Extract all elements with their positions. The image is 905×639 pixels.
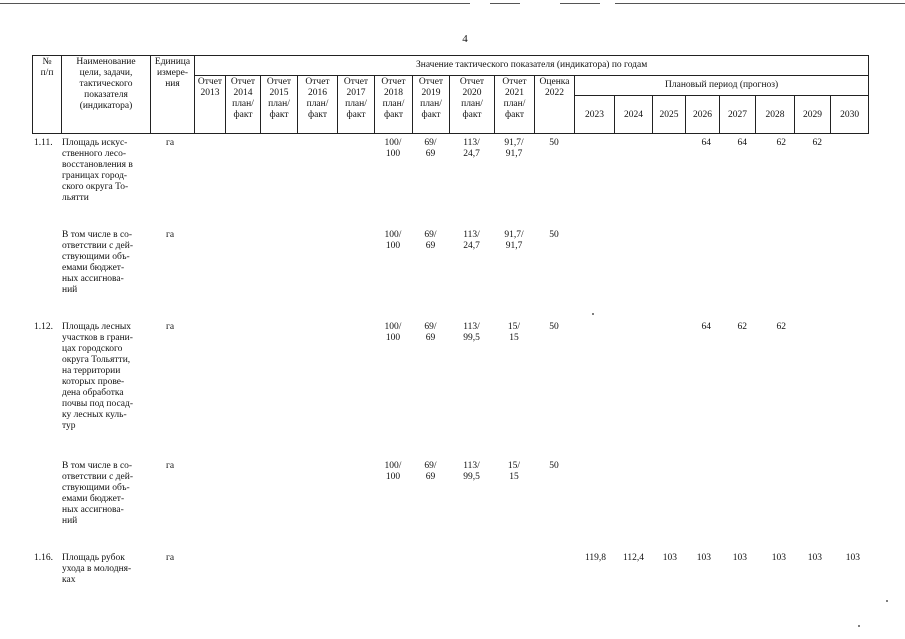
indicator-table-header — [32, 55, 869, 134]
report-value — [337, 138, 374, 230]
indicator-name: В том числе в со- ответствии с дей- ствующими объ- емами бюджет- ных ассигнова- ний — [62, 461, 133, 526]
report-value — [297, 322, 337, 461]
header-plan-year: 2024 — [615, 96, 653, 134]
indicator-name: Площадь рубок ухода в молодня- ках — [62, 553, 132, 585]
scan-top-edge — [0, 0, 905, 7]
header-name: Наименование цели, задачи, тактического показателя (индикатора) — [62, 56, 151, 134]
report-value: 100/ 100 — [384, 322, 402, 343]
header-values-by-year: Значение тактического показателя (индикатора) по годам — [195, 56, 869, 76]
table-row — [32, 230, 868, 322]
table-row — [32, 322, 868, 461]
header-report-2020: Отчет 2020 план/ факт — [450, 76, 495, 134]
header-unit: Единица измере- ния — [151, 56, 195, 134]
report-value — [194, 461, 225, 553]
report-value: 100/ 100 — [384, 230, 402, 251]
row-number: 1.11. — [34, 138, 53, 148]
plan-value: 64 — [737, 138, 747, 148]
header-plan-year: 2023 — [575, 96, 615, 134]
indicator-name: Площадь искус- ственного лесо- восстановления в границах город- ского округа То- льятти — [62, 138, 133, 203]
plan-value: 62 — [737, 322, 747, 332]
report-value: 50 — [549, 461, 559, 471]
plan-value — [652, 230, 685, 322]
report-value — [225, 553, 260, 603]
report-value — [412, 553, 449, 603]
header-report-2018: Отчет 2018 план/ факт — [375, 76, 413, 134]
header-report-2015: Отчет 2015 план/ факт — [261, 76, 298, 134]
report-value: 69/ 69 — [424, 461, 437, 482]
plan-value: 103 — [662, 553, 677, 563]
plan-value — [755, 461, 794, 553]
report-value: 113/ 24,7 — [463, 230, 480, 251]
report-value: 113/ 99,5 — [463, 461, 480, 482]
report-value: 91,7/ 91,7 — [504, 138, 524, 159]
plan-value — [574, 461, 614, 553]
row-number — [32, 461, 61, 553]
plan-value — [830, 461, 868, 553]
report-value: 50 — [549, 322, 559, 332]
report-value: 100/ 100 — [384, 461, 402, 482]
report-value — [194, 138, 225, 230]
report-value — [225, 138, 260, 230]
header-estimate-2022: Оценка 2022 — [535, 76, 575, 134]
unit-cell: га — [166, 138, 175, 148]
report-value — [225, 230, 260, 322]
report-value — [534, 553, 574, 603]
plan-value: 62 — [812, 138, 822, 148]
header-number: № п/п — [33, 56, 62, 134]
plan-value: 103 — [771, 553, 786, 563]
report-value: 69/ 69 — [424, 138, 437, 159]
unit-cell: га — [166, 461, 175, 471]
plan-value — [652, 322, 685, 461]
plan-value — [794, 230, 830, 322]
report-value — [297, 138, 337, 230]
plan-value — [574, 322, 614, 461]
plan-value: 103 — [807, 553, 822, 563]
table-row — [32, 553, 868, 603]
table-row — [32, 138, 868, 230]
plan-value: 119,8 — [584, 553, 606, 563]
header-plan-year: 2026 — [686, 96, 720, 134]
plan-value — [719, 461, 755, 553]
plan-value — [719, 230, 755, 322]
indicator-name: Площадь лесных участков в грани- цах городского округа Тольятти, на территории которых прове- дена обработка почвы под посад- ку лесных куль- тур — [62, 322, 133, 431]
scan-speck — [886, 600, 888, 602]
plan-value — [652, 138, 685, 230]
row-number: 1.12. — [34, 322, 53, 332]
report-value — [194, 322, 225, 461]
report-value — [494, 553, 534, 603]
plan-value: 103 — [732, 553, 747, 563]
report-value: 15/ 15 — [507, 322, 521, 343]
report-value — [297, 553, 337, 603]
report-value — [260, 322, 297, 461]
indicator-name: В том числе в со- ответствии с дей- ствующими объ- емами бюджет- ных ассигнова- ний — [62, 230, 133, 295]
header-report-2016: Отчет 2016 план/ факт — [298, 76, 338, 134]
unit-cell: га — [166, 553, 175, 563]
report-value — [260, 461, 297, 553]
header-report-2021: Отчет 2021 план/ факт — [495, 76, 535, 134]
report-value: 69/ 69 — [424, 322, 437, 343]
report-value — [374, 553, 412, 603]
plan-value: 103 — [696, 553, 711, 563]
plan-value: 62 — [776, 138, 786, 148]
header-plan-period: Плановый период (прогноз) — [575, 76, 869, 96]
report-value — [260, 138, 297, 230]
plan-value — [830, 138, 868, 230]
plan-value — [794, 322, 830, 461]
page-number: 4 — [462, 33, 468, 45]
header-plan-year: 2027 — [720, 96, 756, 134]
plan-value — [830, 230, 868, 322]
scan-speck — [592, 313, 594, 315]
report-value — [194, 553, 225, 603]
report-value: 50 — [549, 138, 559, 148]
header-report-2019: Отчет 2019 план/ факт — [413, 76, 450, 134]
report-value — [337, 553, 374, 603]
report-value — [449, 553, 494, 603]
plan-value: 62 — [776, 322, 786, 332]
header-plan-year: 2028 — [756, 96, 795, 134]
report-value: 69/ 69 — [424, 230, 437, 251]
header-plan-year: 2030 — [831, 96, 869, 134]
plan-value — [574, 138, 614, 230]
plan-value — [685, 461, 719, 553]
header-report-2017: Отчет 2017 план/ факт — [338, 76, 375, 134]
header-plan-year: 2025 — [653, 96, 686, 134]
report-value: 50 — [549, 230, 559, 240]
report-value: 100/ 100 — [384, 138, 402, 159]
plan-value — [830, 322, 868, 461]
plan-value — [614, 322, 652, 461]
plan-value — [574, 230, 614, 322]
indicator-table-body — [32, 138, 868, 603]
report-value — [337, 322, 374, 461]
header-report-2014: Отчет 2014 план/ факт — [226, 76, 261, 134]
header-report-2013: Отчет 2013 — [195, 76, 226, 134]
plan-value — [685, 230, 719, 322]
unit-cell: га — [166, 230, 175, 240]
plan-value — [614, 230, 652, 322]
plan-value — [755, 230, 794, 322]
report-value — [297, 461, 337, 553]
unit-cell: га — [166, 322, 175, 332]
report-value — [225, 322, 260, 461]
report-value — [337, 230, 374, 322]
report-value: 91,7/ 91,7 — [504, 230, 524, 251]
plan-value — [794, 461, 830, 553]
row-number: 1.16. — [34, 553, 53, 563]
report-value — [225, 461, 260, 553]
plan-value: 112,4 — [622, 553, 644, 563]
report-value — [260, 553, 297, 603]
plan-value — [614, 461, 652, 553]
report-value: 113/ 99,5 — [463, 322, 480, 343]
report-value — [297, 230, 337, 322]
report-value: 15/ 15 — [507, 461, 521, 482]
report-value — [337, 461, 374, 553]
report-value — [260, 230, 297, 322]
plan-value: 103 — [845, 553, 860, 563]
header-plan-year: 2029 — [795, 96, 831, 134]
row-number — [32, 230, 61, 322]
plan-value — [614, 138, 652, 230]
table-row — [32, 461, 868, 553]
scan-speck — [858, 625, 860, 627]
plan-value: 64 — [701, 138, 711, 148]
report-value: 113/ 24,7 — [463, 138, 480, 159]
plan-value — [652, 461, 685, 553]
plan-value: 64 — [701, 322, 711, 332]
report-value — [194, 230, 225, 322]
